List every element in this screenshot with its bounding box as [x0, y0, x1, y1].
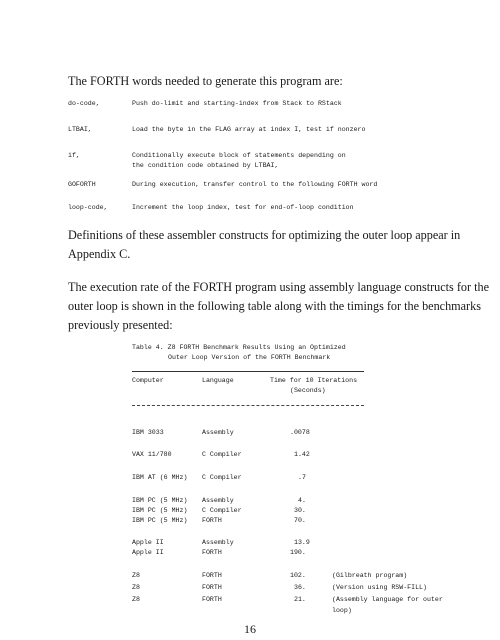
table-cell-note: (Version using RSW-FILL)	[332, 584, 427, 591]
table-cell-time: .7	[298, 474, 306, 481]
definition-text: During execution, transfer control to the following FORTH word	[132, 181, 378, 188]
paragraph-line: Appendix C.	[68, 247, 131, 261]
definition-term: do-code,	[68, 100, 100, 107]
table-cell-language: FORTH	[202, 584, 222, 591]
table-cell-computer: VAX 11/780	[132, 451, 172, 458]
table-header-computer: Computer	[132, 377, 164, 384]
table-cell-language: Assembly	[202, 429, 234, 436]
definition-text: Conditionally execute block of statements depending on the condition code obtained by LTBAI,	[132, 152, 346, 169]
table-caption: Table 4. Z8 FORTH Benchmark Results Using an Optimized	[132, 344, 346, 351]
definition-text: Increment the loop index, test for end-of-loop condition	[132, 204, 354, 211]
definition-term: GOFORTH	[68, 181, 96, 188]
table-cell-computer: Z8	[132, 584, 140, 591]
table-header-rule	[132, 405, 364, 406]
table-header-language: Language	[202, 377, 234, 384]
table-cell-language: FORTH	[202, 596, 222, 603]
table-cell-computer: Z8	[132, 596, 140, 603]
table-cell-language: C Compiler	[202, 507, 242, 514]
table-cell-computer: IBM 3033	[132, 429, 164, 436]
table-cell-time: 70.	[294, 517, 306, 524]
definition-term: LTBAI,	[68, 126, 92, 133]
table-cell-computer: IBM PC (5 MHz)	[132, 517, 188, 524]
definition-text: Load the byte in the FLAG array at index I, test if nonzero	[132, 126, 366, 133]
definition-term: if,	[68, 152, 80, 159]
table-cell-time: 21.	[294, 596, 306, 603]
table-cell-language: Assembly	[202, 539, 234, 546]
table-cell-time: 102.	[290, 572, 306, 579]
table-cell-time: 4.	[298, 497, 306, 504]
table-cell-note: (Gilbreath program)	[332, 572, 408, 579]
table-cell-language: C Compiler	[202, 451, 242, 458]
definition-term: loop-code,	[68, 204, 108, 211]
table-cell-computer: Z8	[132, 572, 140, 579]
table-cell-time: .0078	[290, 429, 310, 436]
paragraph-line: previously presented:	[68, 318, 173, 332]
table-cell-time: 13.9	[294, 539, 310, 546]
table-cell-time: 30.	[294, 507, 306, 514]
table-cell-time: 190.	[290, 549, 306, 556]
table-cell-computer: IBM PC (5 MHz)	[132, 497, 188, 504]
table-cell-computer: Apple II	[132, 539, 164, 546]
paragraph-line: The execution rate of the FORTH program using assembly language constructs for the	[68, 280, 489, 294]
table-cell-language: Assembly	[202, 497, 234, 504]
table-cell-time: 36.	[294, 584, 306, 591]
intro-text: The FORTH words needed to generate this program are:	[68, 74, 343, 88]
table-cell-language: FORTH	[202, 549, 222, 556]
table-cell-note: (Assembly language for outer	[332, 596, 443, 603]
table-caption: Outer Loop Version of the FORTH Benchmark	[168, 354, 331, 361]
paragraph-line: Definitions of these assembler constructs for optimizing the outer loop appear in	[68, 228, 461, 242]
table-cell-computer: IBM PC (5 MHz)	[132, 507, 188, 514]
table-cell-language: FORTH	[202, 517, 222, 524]
page-number: 16	[244, 622, 256, 636]
table-header-time: Time for 10 Iterations	[270, 377, 358, 384]
table-cell-time: 1.42	[294, 451, 310, 458]
table-cell-note: loop)	[332, 607, 352, 614]
definition-text: Push do-limit and starting-index from Stack to RStack	[132, 100, 342, 107]
table-cell-language: C Compiler	[202, 474, 242, 481]
table-header-time-unit: (Seconds)	[290, 387, 326, 394]
table-cell-computer: IBM AT (6 MHz)	[132, 474, 188, 481]
table-top-rule	[132, 371, 364, 372]
table-cell-computer: Apple II	[132, 549, 164, 556]
table-cell-language: FORTH	[202, 572, 222, 579]
paragraph-line: outer loop is shown in the following table along with the timings for the benchmarks	[68, 299, 481, 313]
